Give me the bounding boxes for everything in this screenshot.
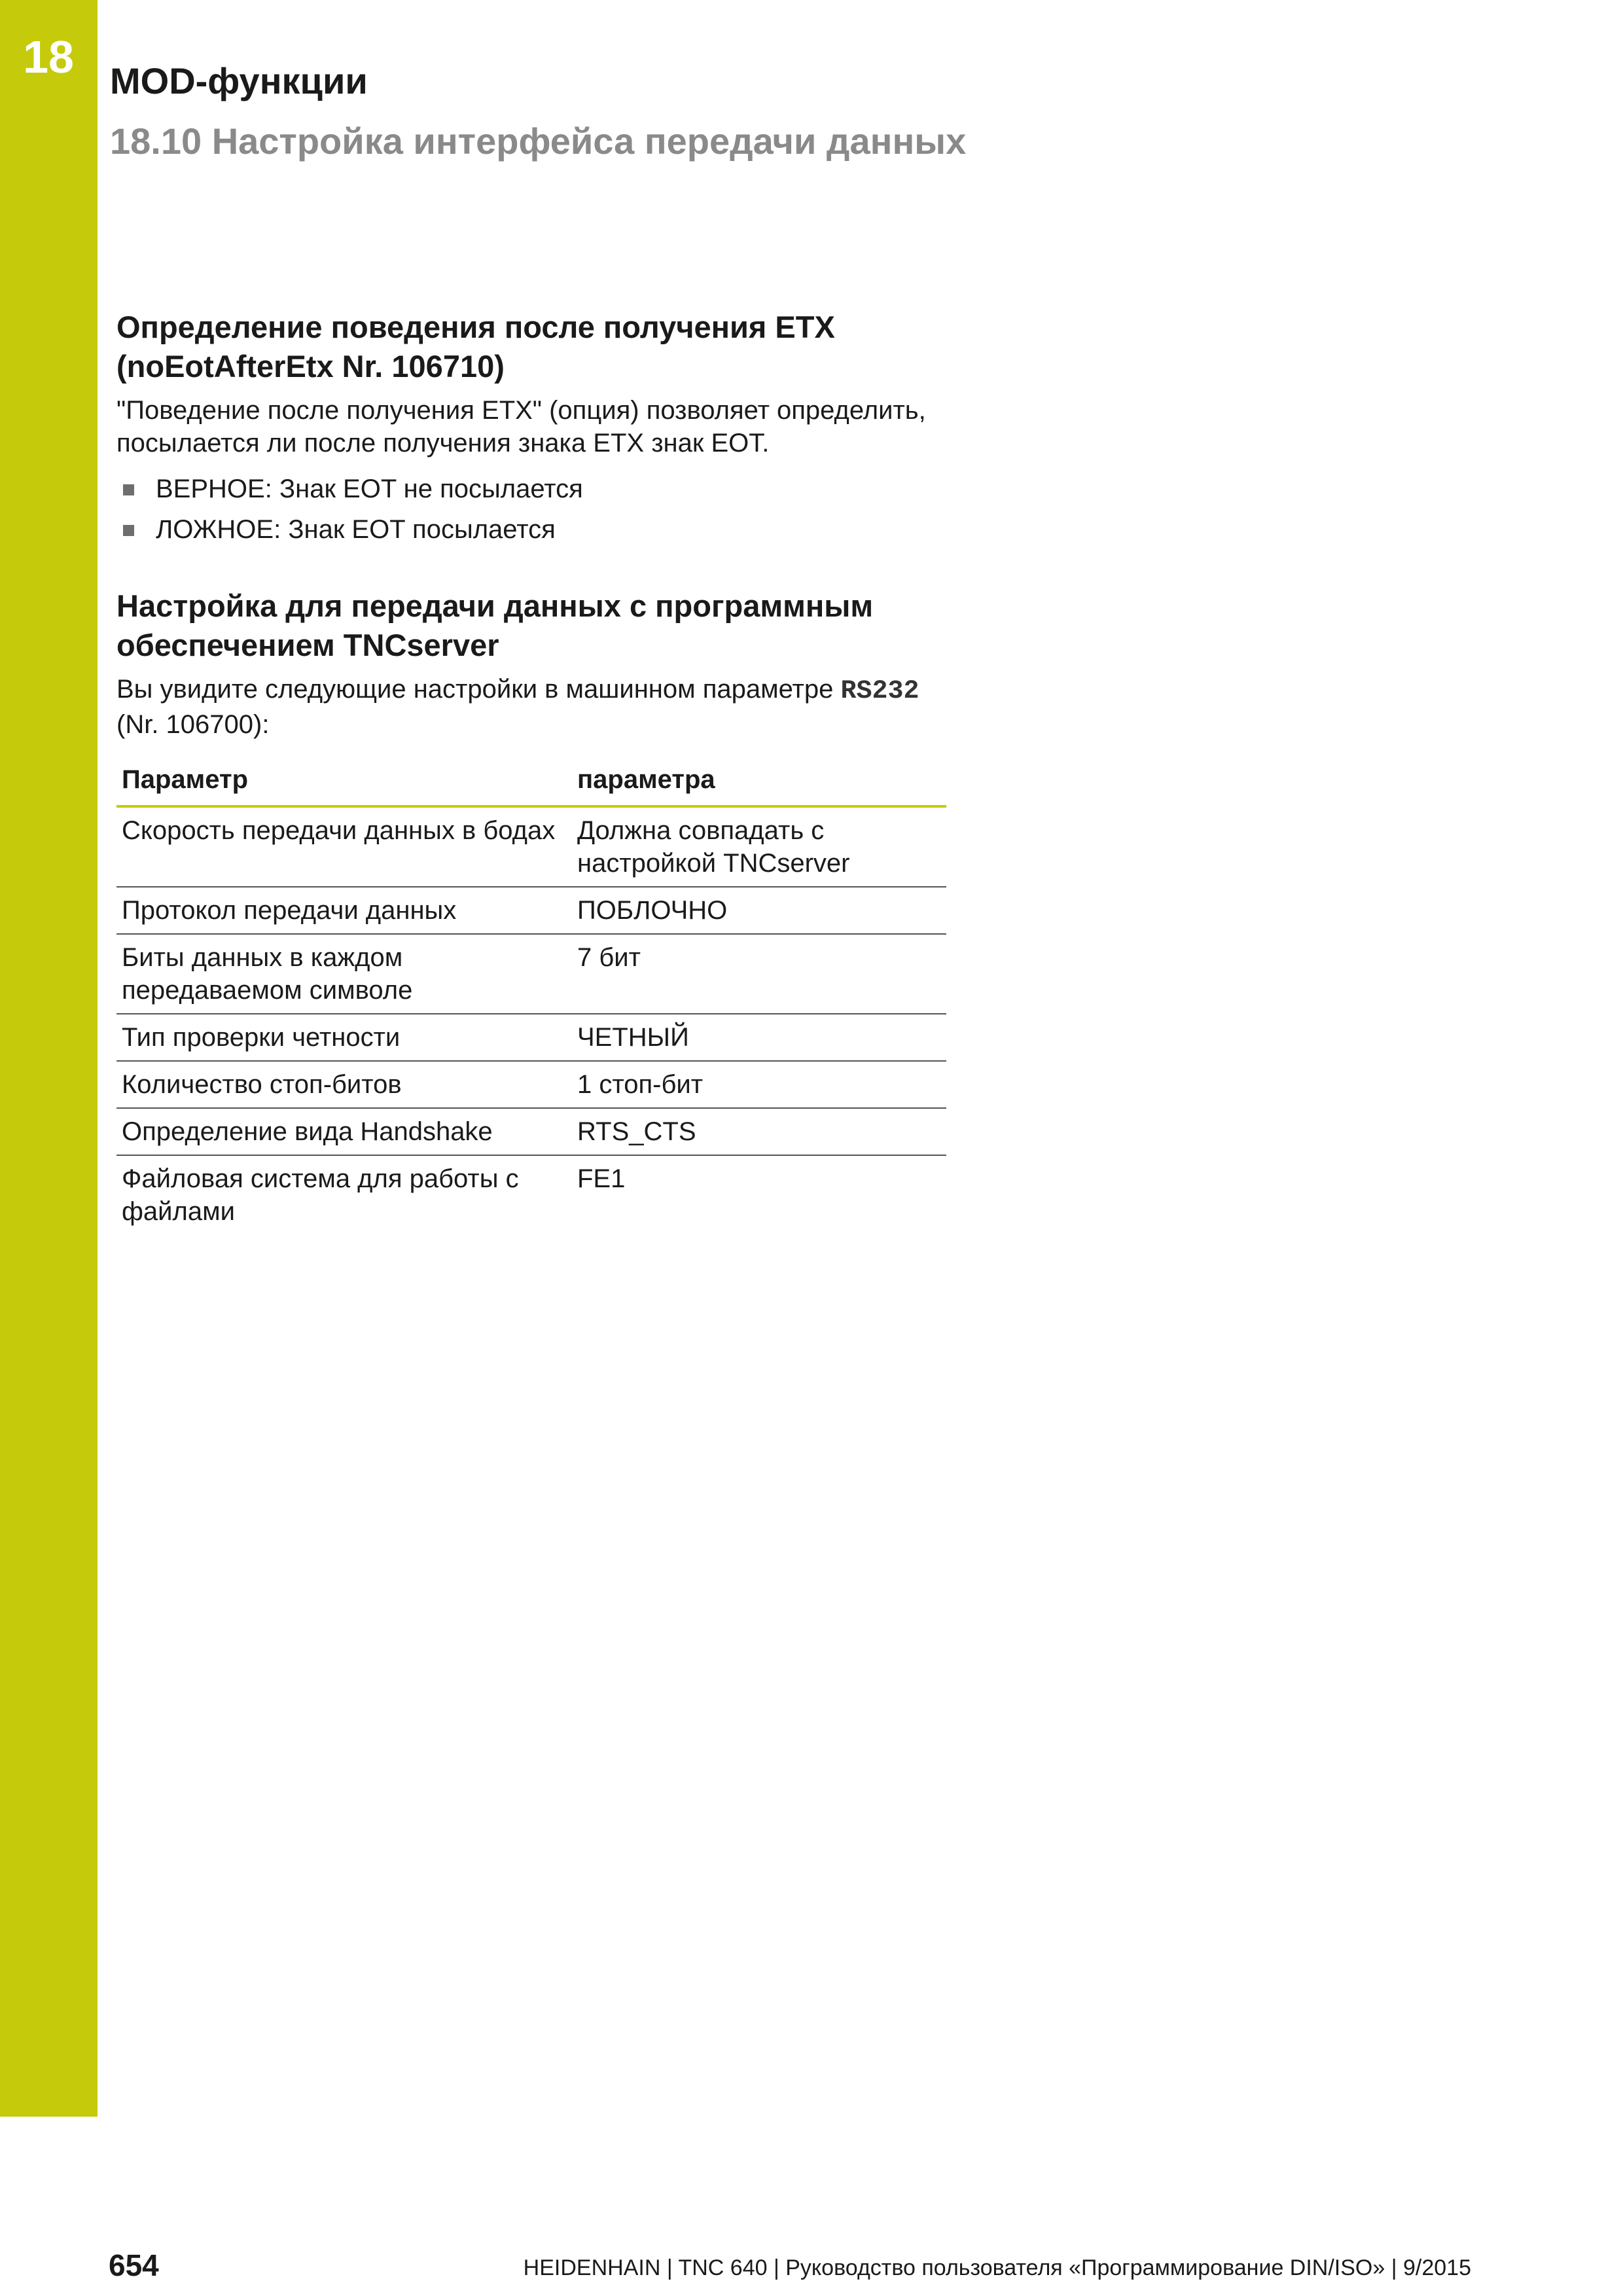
chapter-side-bar: [0, 0, 98, 2117]
column-header-value: параметра: [572, 758, 946, 806]
table-cell-value: 7 бит: [572, 934, 946, 1014]
list-item-text: ЛОЖНОЕ: Знак EOT посылается: [156, 515, 556, 544]
etx-bullet-list: [116, 469, 946, 550]
chapter-number: 18: [23, 31, 74, 82]
table-cell-parameter: Количество стоп-битов: [116, 1061, 572, 1108]
table-cell-value: 1 стоп-бит: [572, 1061, 946, 1108]
square-bullet-icon: [123, 484, 134, 495]
tncserver-paragraph-start: Вы увидите следующие настройки в машинном параметре: [116, 675, 841, 704]
column-header-parameter: Параметр: [116, 758, 572, 806]
tncserver-heading-line2: обеспечением TNCserver: [116, 628, 499, 662]
page-content: [116, 308, 946, 1234]
table-cell-parameter: Определение вида Handshake: [116, 1108, 572, 1155]
tncserver-paragraph-end: (Nr. 106700):: [116, 710, 270, 739]
table-row: [116, 1108, 946, 1155]
list-item-text: ВЕРНОЕ: Знак EOT не посылается: [156, 475, 583, 503]
list-item: [116, 509, 946, 550]
etx-paragraph: "Поведение после получения ETX" (опция) позволяет определить, посылается ли после получения знака ETX знак EOT.: [116, 396, 926, 457]
tncserver-heading-line1: Настройка для передачи данных с программным: [116, 588, 874, 623]
etx-heading-line1: Определение поведения после получения ETX: [116, 310, 835, 344]
table-row: [116, 934, 946, 1014]
settings-table: [116, 758, 946, 1234]
square-bullet-icon: [123, 525, 134, 536]
tncserver-paragraph: [116, 673, 946, 741]
machine-parameter-code: RS232: [840, 677, 919, 706]
chapter-title: MOD-функции: [110, 60, 368, 101]
table-cell-parameter: Протокол передачи данных: [116, 887, 572, 934]
table-row: [116, 887, 946, 934]
table-cell-value: Должна совпадать с настройкой TNCserver: [572, 806, 946, 887]
table-header-row: [116, 758, 946, 806]
table-row: [116, 1061, 946, 1108]
footer-text: HEIDENHAIN | TNC 640 | Руководство пользователя «Программирование DIN/ISO» | 9/2015: [523, 2255, 1471, 2280]
table-cell-value: RTS_CTS: [572, 1108, 946, 1155]
table-cell-parameter: Файловая система для работы с файлами: [122, 1164, 519, 1226]
table-cell-value: FE1: [577, 1164, 626, 1193]
table-cell-parameter: Биты данных в каждом передаваемом символе: [116, 934, 572, 1014]
table-cell-parameter: Тип проверки четности: [116, 1014, 572, 1061]
etx-heading: [116, 308, 946, 386]
table-row: [116, 806, 946, 887]
section-title: 18.10 Настройка интерфейса передачи данных: [110, 120, 967, 162]
table-cell-parameter: Скорость передачи данных в бодах: [116, 806, 572, 887]
table-row: [116, 1014, 946, 1061]
page-number: 654: [109, 2248, 159, 2282]
table-cell-value: ПОБЛОЧНО: [572, 887, 946, 934]
tncserver-heading: [116, 586, 946, 665]
table-cell-value: ЧЕТНЫЙ: [572, 1014, 946, 1061]
etx-heading-line2: (noEotAfterEtx Nr. 106710): [116, 349, 505, 384]
table-row: [116, 1155, 946, 1234]
list-item: [116, 469, 946, 509]
